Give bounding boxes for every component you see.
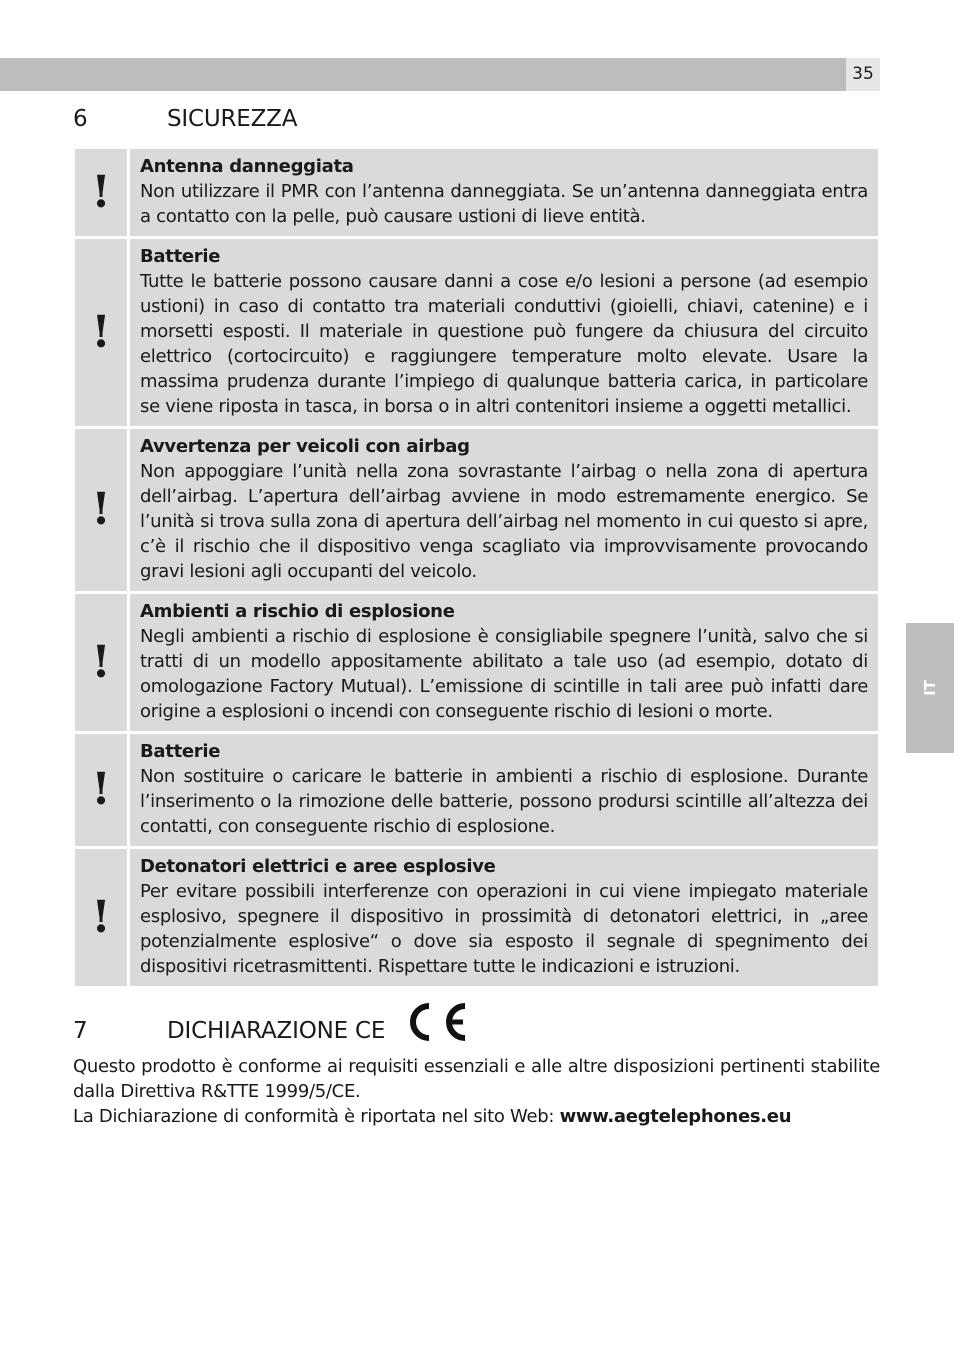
safety-warnings-table <box>75 149 878 986</box>
warning-text: Per evitare possibili interferenze con operazioni in cui viene impiegato materiale esplosivo, spegnere il dispositivo in prossimità di detonatori elettrici, in „aree potenzialmente esplosive“ o dove sia esposto il segnale di spegnimento dei dispositivi ricetrasmittenti. Rispettare tutte le indicazioni e istruzioni. <box>140 881 868 977</box>
exclamation-icon: ! <box>75 849 127 986</box>
warning-title: Detonatori elettrici e aree esplosive <box>140 856 496 877</box>
header-bar <box>0 58 846 91</box>
exclamation-icon: ! <box>75 239 127 426</box>
warning-row <box>75 849 878 986</box>
section-number: 7 <box>73 1018 88 1044</box>
exclamation-icon: ! <box>75 429 127 591</box>
warning-row <box>75 734 878 846</box>
warning-text: Tutte le batterie possono causare danni a cose e/o lesioni a persone (ad esempio ustioni) in caso di contatto tra materiali conduttivi (gioielli, chiavi, catenine) e i morsetti esposti. Il materiale in questione può fungere da chiusura del circuito elettrico (cortocircuito) e raggiungere temperature molto elevate. Usare la massima prudenza durante l’impiego di qualunque batteria carica, in particolare se viene riposta in tasca, in borsa o in altri contenitori insieme a oggetti metallici. <box>140 271 868 417</box>
warning-row <box>75 594 878 731</box>
website-link[interactable]: www.aegtelephones.eu <box>559 1106 792 1127</box>
warning-text: Non utilizzare il PMR con l’antenna danneggiata. Se un’antenna danneggiata entra a contatto con la pelle, può causare ustioni di lieve entità. <box>140 181 868 227</box>
exclamation-icon: ! <box>75 149 127 236</box>
section-title: DICHIARAZIONE CE <box>167 1018 386 1044</box>
warning-text: Non sostituire o caricare le batterie in ambienti a rischio di esplosione. Durante l’inserimento o la rimozione delle batterie, possono prodursi scintille all’altezza dei contatti, con conseguente rischio di esplosione. <box>140 766 868 837</box>
warning-row <box>75 239 878 426</box>
ce-paragraph: Questo prodotto è conforme ai requisiti essenziali e alle altre disposizioni pertinenti stabilite dalla Direttiva R&TTE 1999/5/CE. <box>73 1056 880 1102</box>
warning-text: Negli ambienti a rischio di esplosione è consigliabile spegnere l’unità, salvo che si tratti di un modello appositamente abilitato a tale uso (ad esempio, dotato di omologazione Factory Mutual). L’emissione di scintille in tali aree può infatti dare origine a esplosioni o incendi con conseguente rischio di lesioni o morte. <box>140 626 868 722</box>
warning-title: Batterie <box>140 246 221 267</box>
warning-text: Non appoggiare l’unità nella zona sovrastante l’airbag o nella zona di apertura dell’airbag. L’apertura dell’airbag avviene in modo estremamente energico. Se l’unità si trova sulla zona di apertura dell’airbag nel momento in cui questo si apre, c’è il rischio che il dispositivo venga scagliato via improvvisamente provocando gravi lesioni agli occupanti del veicolo. <box>140 461 868 582</box>
page-number: 35 <box>846 58 880 91</box>
section-number: 6 <box>73 106 88 132</box>
warning-title: Antenna danneggiata <box>140 156 354 177</box>
warning-title: Avvertenza per veicoli con airbag <box>140 436 470 457</box>
ce-mark-icon <box>405 1000 469 1044</box>
warning-row <box>75 429 878 591</box>
exclamation-icon: ! <box>75 594 127 731</box>
warning-title: Ambienti a rischio di esplosione <box>140 601 455 622</box>
warning-title: Batterie <box>140 741 221 762</box>
exclamation-icon: ! <box>75 734 127 846</box>
section-title: SICUREZZA <box>167 106 298 132</box>
warning-row <box>75 149 878 236</box>
language-tab-label: IT <box>921 680 939 696</box>
declaration-text: La Dichiarazione di conformità è riportata nel sito Web: <box>73 1106 560 1127</box>
language-tab <box>906 623 954 753</box>
ce-declaration <box>73 1054 880 1129</box>
declaration-line <box>73 1104 880 1129</box>
